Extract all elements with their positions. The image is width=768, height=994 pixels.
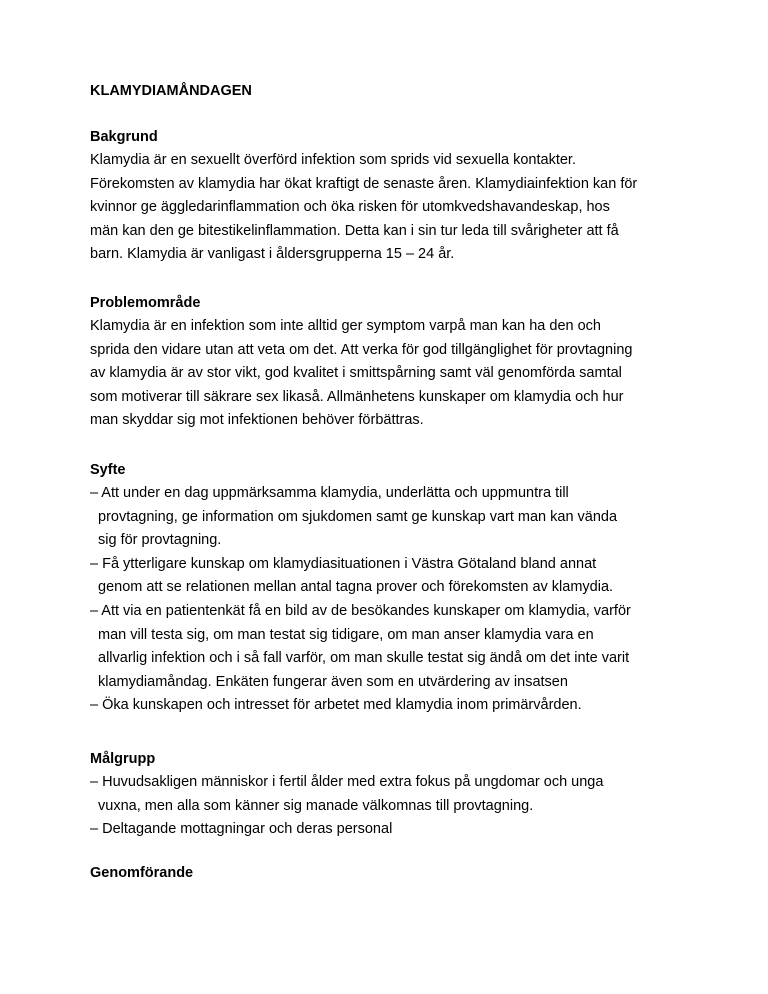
list-item-line: – Öka kunskapen och intresset för arbetet med klamydia inom primärvården. xyxy=(90,697,582,714)
paragraph-line: kvinnor ge äggledarinflammation och öka risken för utomkvedshavandeskap, hos xyxy=(90,199,610,216)
list-item-continuation: man vill testa sig, om man testat sig tidigare, om man anser klamydia vara en xyxy=(98,626,594,643)
section-heading: Bakgrund xyxy=(90,129,158,145)
paragraph-line: barn. Klamydia är vanligast i åldersgrupperna 15 – 24 år. xyxy=(90,246,455,263)
paragraph-line: Klamydia är en sexuellt överförd infektion som sprids vid sexuella kontakter. xyxy=(90,152,576,168)
list-item-line: – Att via en patientenkät få en bild av de besökandes kunskaper om klamydia, varför xyxy=(90,602,631,619)
section-problemomrade xyxy=(90,291,690,433)
list-item-line: – Deltagande mottagningar och deras personal xyxy=(90,821,393,838)
paragraph-line: av klamydia är av stor vikt, god kvalitet i smittspårning samt väl genomförda samtal xyxy=(90,365,622,382)
paragraph-line: Klamydia är en infektion som inte alltid ger symptom varpå man kan ha den och xyxy=(90,318,601,334)
list-item-line: – Att under en dag uppmärksamma klamydia, underlätta och uppmuntra till xyxy=(90,485,569,501)
paragraph-line: Förekomsten av klamydia har ökat kraftigt de senaste åren. Klamydiainfektion kan för xyxy=(90,175,638,192)
list-item-continuation: allvarlig infektion och i så fall varför, om man skulle testat sig ändå om det inte varit xyxy=(98,650,630,667)
list-item-continuation: vuxna, men alla som känner sig manade välkomnas till provtagning. xyxy=(98,797,534,814)
paragraph-line: man skyddar sig mot infektionen behöver förbättras. xyxy=(90,412,424,429)
paragraph-line: män kan den ge bitestikelinflammation. Detta kan i sin tur leda till svårigheter att få xyxy=(90,222,619,239)
document-title: KLAMYDIAMÅNDAGEN xyxy=(90,83,252,99)
section-heading: Problemområde xyxy=(90,295,201,311)
list-item-line: – Huvudsakligen människor i fertil ålder med extra fokus på ungdomar och unga xyxy=(90,774,604,790)
list-item-continuation: genom att se relationen mellan antal tagna prover och förekomsten av klamydia. xyxy=(98,579,614,596)
section-bakgrund xyxy=(90,125,690,267)
section-heading: Syfte xyxy=(90,462,126,478)
section-malgrupp xyxy=(90,747,690,842)
section-syfte xyxy=(90,458,690,718)
list-item-continuation: sig för provtagning. xyxy=(98,532,222,549)
section-genomforande xyxy=(90,861,690,885)
section-heading: Målgrupp xyxy=(90,751,156,767)
section-heading: Genomförande xyxy=(90,865,194,881)
list-item-line: – Få ytterligare kunskap om klamydiasituationen i Västra Götaland bland annat xyxy=(90,555,597,572)
paragraph-line: sprida den vidare utan att veta om det. Att verka för god tillgänglighet för provtagning xyxy=(90,341,633,358)
paragraph-line: som motiverar till säkrare sex likaså. Allmänhetens kunskaper om klamydia och hur xyxy=(90,388,624,405)
list-item-continuation: klamydiamåndag. Enkäten fungerar även som en utvärdering av insatsen xyxy=(98,673,568,690)
list-item-continuation: provtagning, ge information om sjukdomen samt ge kunskap vart man kan vända xyxy=(98,508,618,525)
